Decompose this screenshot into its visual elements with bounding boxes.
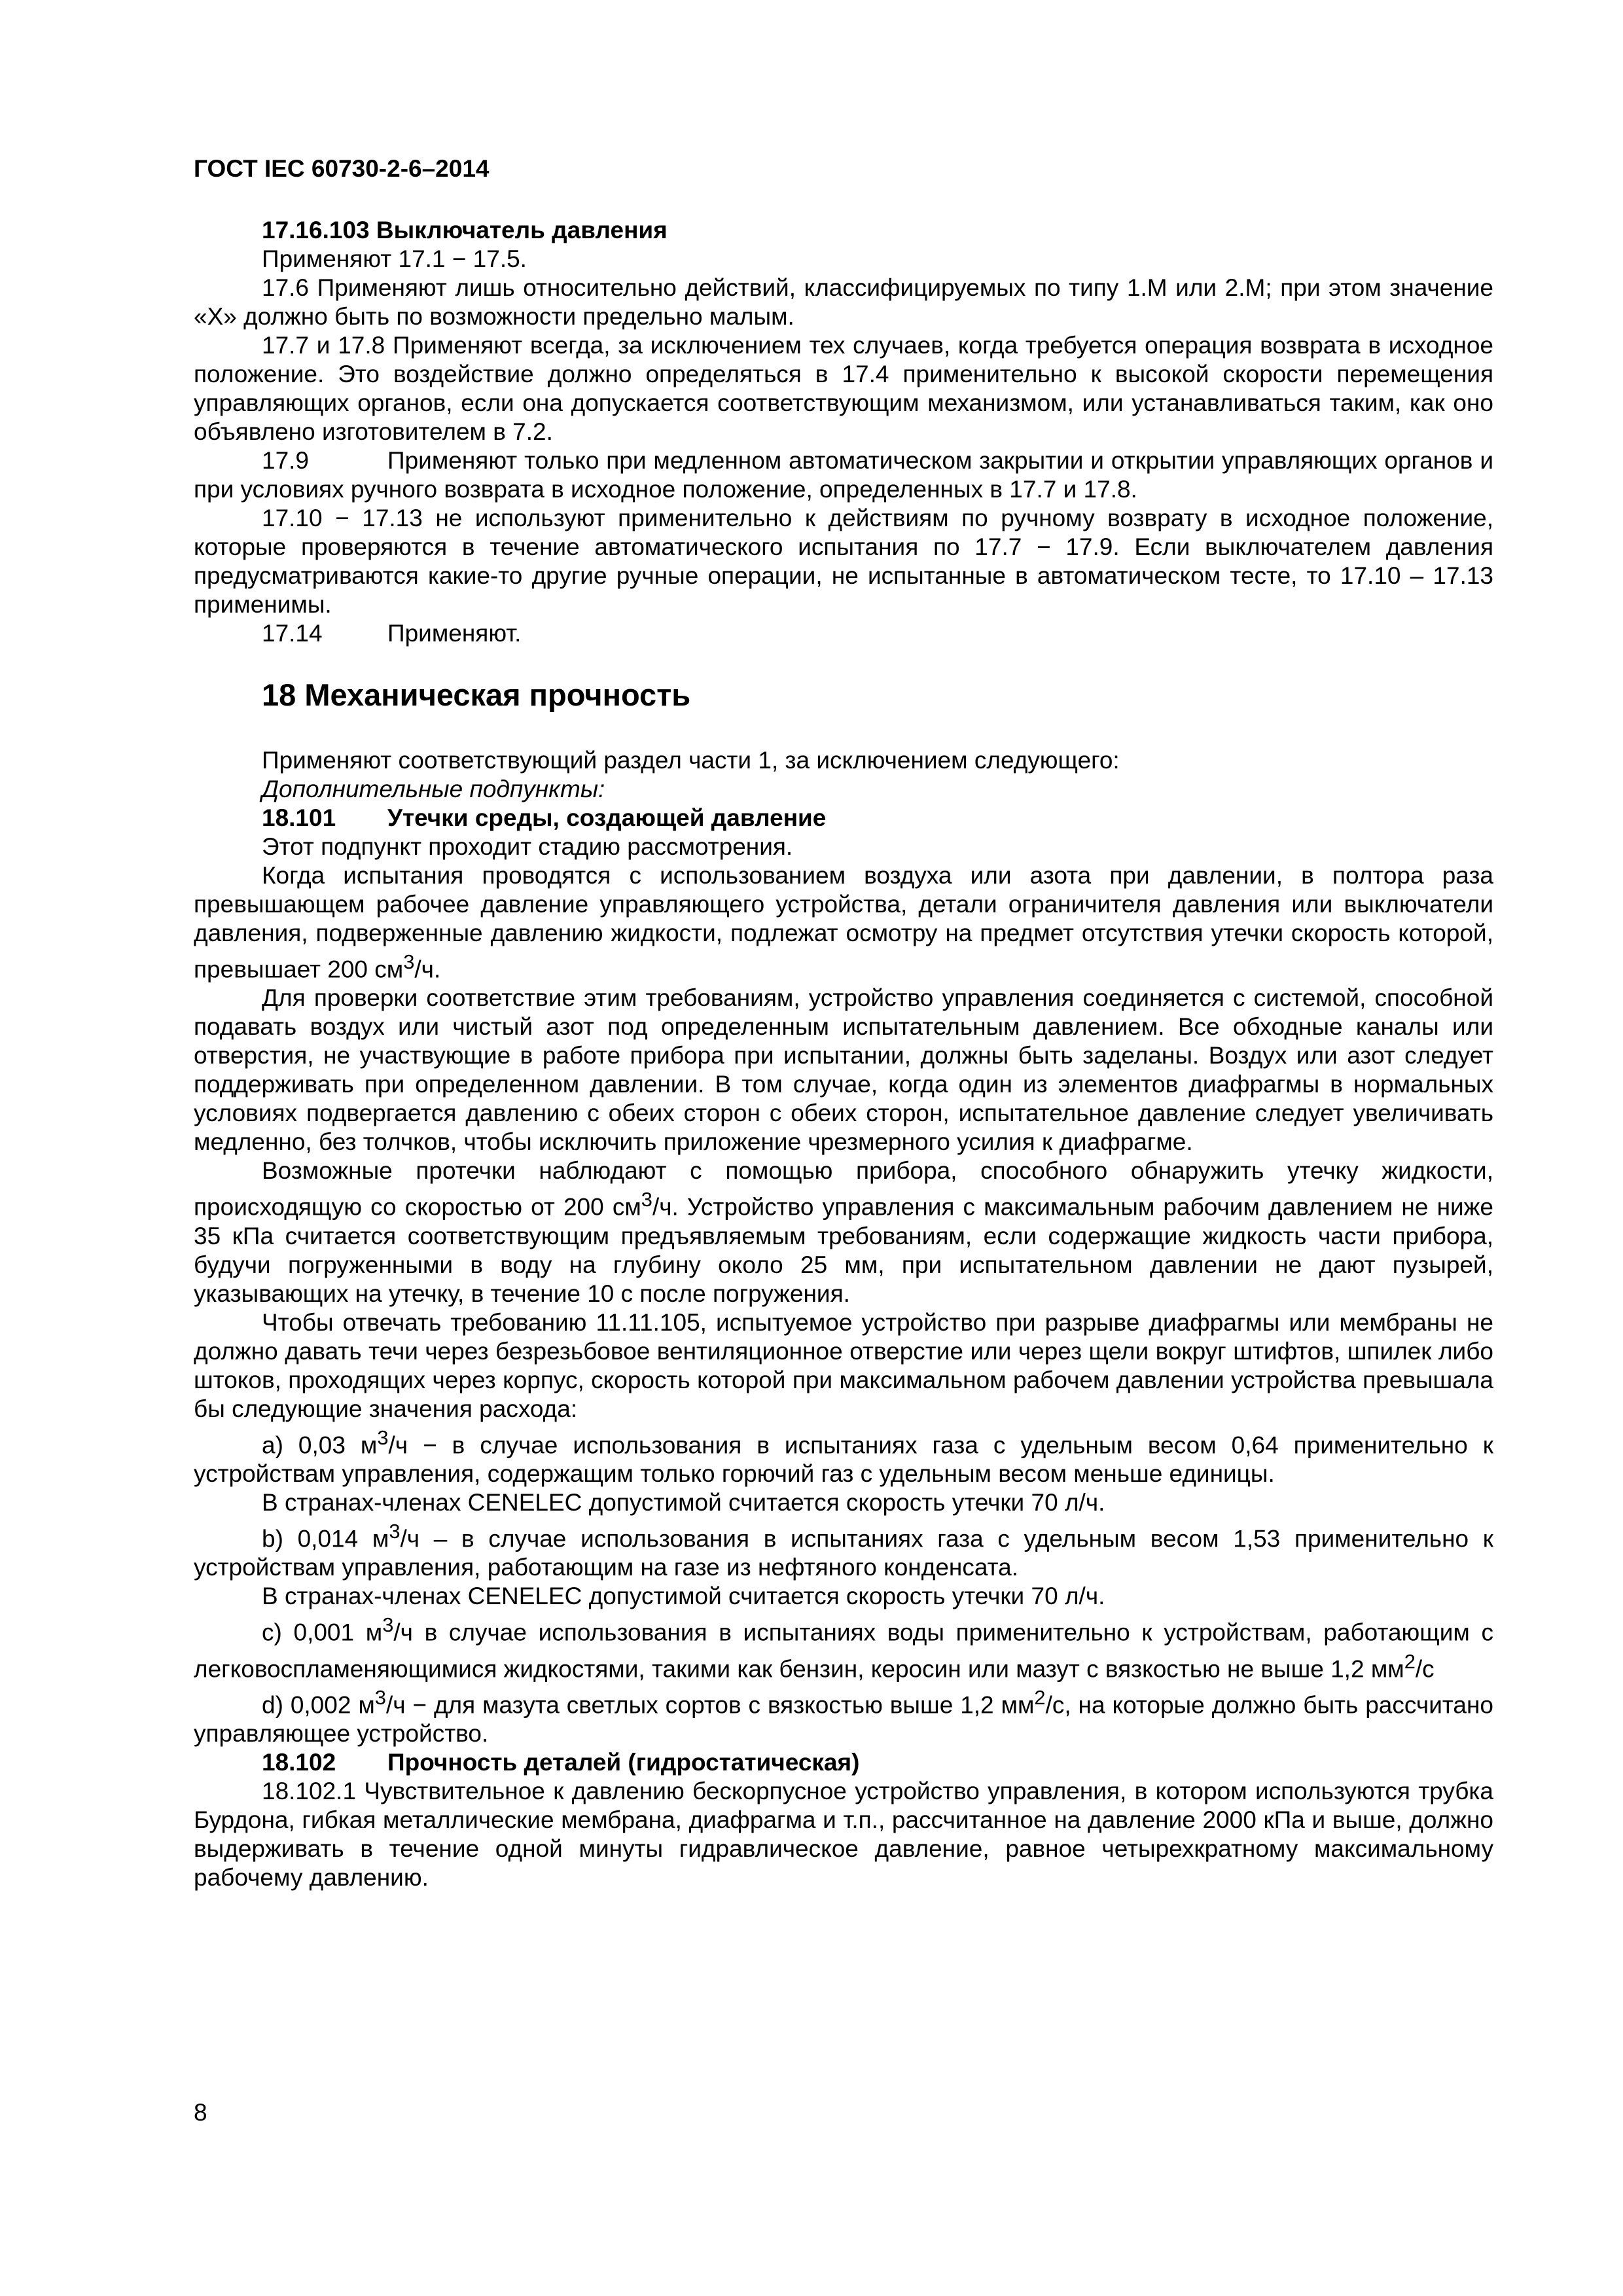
list-item-a (194, 1424, 1493, 1488)
list-item-text: /с (1415, 1655, 1435, 1682)
paragraph: Для проверки соответствие этим требованиям, устройство управления соединяется с системой, способной подавать воздух или чистый азот под определенным испытательным давлением. Все обходные каналы или отверстия, не участвующие в работе прибора при испытании, должны быть заделаны. Воздух или азот следует поддерживать при определенном давлении. В том случае, когда один из элементов диафрагмы в нормальных условиях подвергается давлению с обеих сторон с обеих сторон, испытательное давление следует увеличивать медленно, без толчков, чтобы исключить приложение чрезмерного усилия к диафрагме. (194, 984, 1493, 1156)
list-item-text: /ч − в случае использования в испытаниях газа с удельным весом 0,64 применительно к устройствам управления, содержащим только горючий газ с удельным весом меньше единицы. (194, 1431, 1493, 1487)
paragraph-text: Применяют. (387, 620, 522, 647)
paragraph-text: /ч. (414, 956, 441, 983)
list-item-text: /ч − для мазута светлых сортов с вязкостью выше 1,2 мм (385, 1691, 1035, 1719)
clause-18-101-title (194, 804, 1493, 833)
document-body (194, 216, 1493, 1892)
list-item-text: /ч – в случае использования в испытаниях газа с удельным весом 1,53 применительно к устройствам управления, работающим на газе из нефтяного конденсата. (194, 1525, 1493, 1581)
paragraph: 18.102.1 Чувствительное к давлению бескорпусное устройство управления, в котором используются трубка Бурдона, гибкая металлические мембрана, диафрагма и т.п., рассчитанное на давление 2000 кПа и выше, должно выдерживать в течение одной минуты гидравлическое давление, равное четырехкратному максимальному рабочему давлению. (194, 1778, 1493, 1892)
paragraph (194, 1157, 1493, 1308)
clause-18-102-title (194, 1748, 1493, 1777)
paragraph: 17.10 − 17.13 не используют применительно к действиям по ручному возврату в исходное положение, которые проверяются в течение автоматического испытания по 17.7 − 17.9. Если выключателем давления предусматриваются какие-то другие ручные операции, не испытанные в автоматическом тесте, то 17.10 – 17.13 применимы. (194, 505, 1493, 618)
paragraph-text: /ч. Устройство управления с максимальным рабочим давлением не ниже 35 кПа считается соответствующим предъявляемым требованиям, если содержащие жидкость части прибора, будучи погруженными в воду на глубину около 25 мм, при испытательном давлении не дают пузырей, указывающих на утечку, в течение 10 с после погружения. (194, 1193, 1493, 1307)
clause-17-16-103-title: 17.16.103 Выключатель давления (262, 217, 668, 243)
superscript: 3 (374, 1685, 386, 1709)
document-header: ГОСТ IEC 60730-2-6–2014 (194, 155, 490, 182)
superscript: 3 (377, 1426, 389, 1449)
paragraph (194, 619, 1493, 648)
superscript: 2 (1404, 1649, 1416, 1673)
superscript: 3 (641, 1188, 652, 1211)
paragraph: Чтобы отвечать требованию 11.11.105, испытуемое устройство при разрыве диафрагмы или мембраны не должно давать течи через безрезьбовое вентиляционное отверстие или через щели вокруг штифтов, шпилек либо штоков, проходящих через корпус, скорость которой при максимальном рабочем давлении устройства превышала бы следующие значения расхода: (194, 1308, 1493, 1422)
clause-number: 18.101 (262, 804, 336, 831)
paragraph (194, 861, 1493, 984)
list-item-text: /с, на которые должно быть рассчитано управляющее устройство. (194, 1691, 1493, 1748)
paragraph: 17.7 и 17.8 Применяют всегда, за исключением тех случаев, когда требуется операция возврата в исходное положение. Это воздействие должно определяться в 17.4 применительно к высокой скорости перемещения управляющих органов, если она допускается соответствующим механизмом, или устанавливаться таким, как оно объявлено изготовителем в 7.2. (194, 332, 1493, 445)
paragraph: В странах-членах CENELEC допустимой считается скорость утечки 70 л/ч. (262, 1488, 1105, 1516)
paragraph: В странах-членах CENELEC допустимой считается скорость утечки 70 л/ч. (262, 1583, 1105, 1610)
paragraph: Применяют соответствующий раздел части 1, за исключением следующего: (262, 747, 1120, 774)
section-heading-18: 18 Механическая прочность (262, 677, 691, 712)
paragraph: Применяют 17.1 − 17.5. (262, 245, 527, 272)
paragraph-text: Когда испытания проводятся с использованием воздуха или азота при давлении, в полтора раза превышающем рабочее давление управляющего устройства, детали ограничителя давления или выключатели давления, подверженные давлению жидкости, подлежат осмотру на предмет отсутствия утечки скорость которой, превышает 200 см (194, 862, 1493, 983)
list-item-b (194, 1517, 1493, 1582)
list-item-text: /ч в случае использования в испытаниях воды применительно к устройствам, работающим с легковоспламеняющимися жидкостями, такими как бензин, керосин или мазут с вязкостью не выше 1,2 мм (194, 1619, 1493, 1682)
superscript: 3 (403, 950, 415, 973)
clause-number: 18.102 (262, 1749, 336, 1776)
additional-subclauses-label: Дополнительные подпункты: (262, 776, 605, 802)
page-number: 8 (194, 2099, 207, 2126)
list-item-text: d) 0,002 м (262, 1691, 375, 1719)
paragraph: Этот подпункт проходит стадию рассмотрения. (262, 833, 793, 860)
superscript: 2 (1034, 1685, 1046, 1709)
superscript: 3 (382, 1613, 394, 1637)
list-item-c (194, 1611, 1493, 1683)
paragraph (194, 446, 1493, 504)
list-item-text: b) 0,014 м (262, 1525, 389, 1552)
list-item-d (194, 1683, 1493, 1748)
clause-number: 17.9 (262, 447, 310, 474)
paragraph-text: Возможные протечки наблюдают с помощью прибора, способного обнаружить утечку жидкости, происходящую со скоростью от 200 см (194, 1157, 1493, 1221)
list-item-text: а) 0,03 м (262, 1431, 378, 1458)
clause-title: Прочность деталей (гидростатическая) (387, 1749, 860, 1776)
paragraph-text: Применяют только при медленном автоматическом закрытии и открытии управляющих органов и при условиях ручного возврата в исходное положение, определенных в 17.7 и 17.8. (194, 447, 1493, 503)
paragraph: 17.6 Применяют лишь относительно действий, классифицируемых по типу 1.М или 2.М; при этом значение «Х» должно быть по возможности предельно малым. (194, 274, 1493, 330)
superscript: 3 (389, 1519, 401, 1543)
list-item-text: с) 0,001 м (262, 1619, 383, 1646)
clause-title: Утечки среды, создающей давление (387, 804, 827, 831)
clause-number: 17.14 (262, 620, 323, 647)
